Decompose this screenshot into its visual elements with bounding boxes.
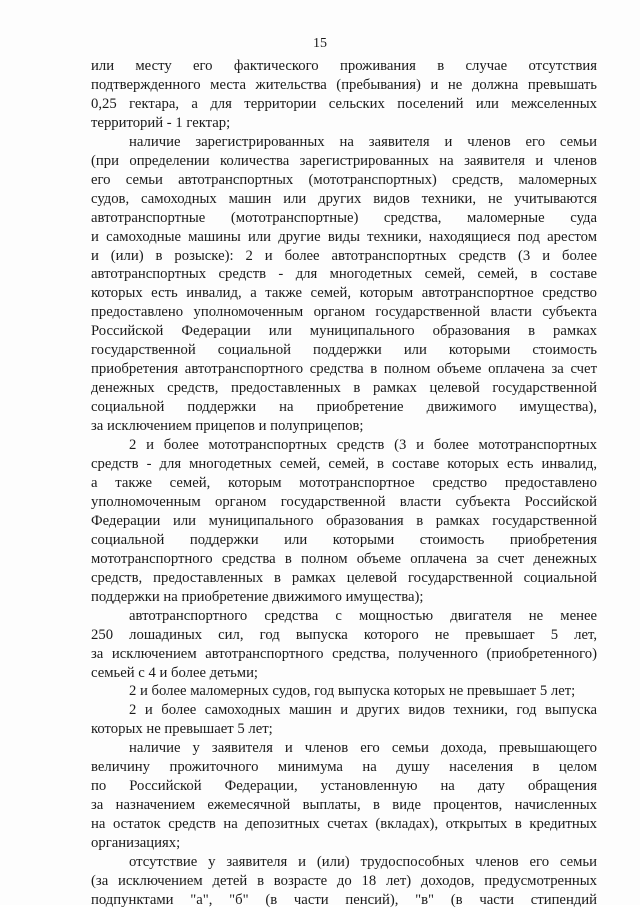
text-line: автотранспортных средств - для многодетных семей, семей, в составе [91,266,597,283]
text-line: автотранспортные (мототранспортные) средства, маломерные суда [91,209,597,226]
text-line: и самоходные машины или другие виды техники, находящиеся под арестом [91,228,597,245]
text-line: социальной поддержки на приобретение движимого имущества), [91,399,597,416]
text-line: поддержки на приобретение движимого имущества); [91,588,424,605]
text-line: 2 и более маломерных судов, год выпуска которых не превышает 5 лет; [129,683,576,700]
text-line: по Российской Федерации, установленную на дату обращения [91,778,597,795]
text-line: отсутствие у заявителя и (или) трудоспособных членов его семьи [129,854,597,871]
text-line: приобретения автотранспортного средства в полном объеме оплачена за счет [91,361,597,378]
paragraph [91,739,597,853]
paragraph [91,133,597,436]
text-line: подпунктами "а", "б" (в части пенсий), "в" (в части стипендий [91,891,597,908]
text-line: автотранспортного средства с мощностью двигателя не менее [129,607,597,624]
document-body [91,57,597,910]
text-line: предоставлено уполномоченным органом государственной власти субъекта [91,304,597,321]
text-line: (при определении количества зарегистрированных на заявителя и членов [91,152,597,169]
text-line: семьей с 4 и более детьми; [91,664,259,681]
text-line: на остаток средств на депозитных счетах (вкладах), открытых в кредитных [91,816,597,833]
text-line: территорий - 1 гектар; [91,114,231,131]
text-line: Российской Федерации или муниципального образования в рамках [91,323,597,340]
text-line: его семьи автотранспортных (мототранспортных) средств, маломерных [91,171,597,188]
paragraph [91,701,597,739]
text-line: 0,25 гектара, а для территории сельских поселений или межселенных [91,95,597,112]
text-line: государственной социальной поддержки или которыми стоимость [91,342,597,359]
text-line: наличие зарегистрированных на заявителя и членов его семьи [129,133,597,150]
paragraph [91,607,597,683]
text-line: мототранспортного средства в полном объеме оплачена за счет денежных [91,550,597,567]
text-line: величину прожиточного минимума на душу населения в целом [91,759,597,776]
text-line: социальной поддержки или которыми стоимость приобретения [91,531,597,548]
text-line: которых не превышает 5 лет; [91,721,273,738]
text-line: 2 и более мототранспортных средств (3 и более мототранспортных [129,437,597,454]
text-line: за назначением ежемесячной выплаты, в виде процентов, начисленных [91,797,597,814]
text-line: и (или) в розыске): 2 и более автотранспортных средств (3 и более [91,247,597,264]
text-line: 2 и более самоходных машин и других видов техники, год выпуска [129,702,597,719]
text-line: за исключением прицепов и полуприцепов; [91,418,364,435]
text-line: 250 лошадиных сил, год выпуска которого не превышает 5 лет, [91,626,597,643]
text-line: средств - для многодетных семей, семей, в составе которых есть инвалид, [91,456,597,473]
text-line: за исключением автотранспортного средства, полученного (приобретенного) [91,645,597,662]
text-line: организациях; [91,835,181,852]
paragraph [91,436,597,607]
page-number: 15 [313,36,327,51]
text-line: наличие у заявителя и членов его семьи дохода, превышающего [129,740,597,757]
text-line: или месту его фактического проживания в случае отсутствия [91,58,597,74]
paragraph [91,682,597,701]
text-line: средств, предоставленных в рамках целевой государственной социальной [91,569,597,586]
text-line: Федерации или муниципального образования в рамках государственной [91,512,597,529]
paragraph [91,853,597,910]
text-line: уполномоченным органом государственной власти субъекта Российской [91,493,597,510]
text-line: денежных средств, предоставленных в рамках целевой государственной [91,380,597,397]
text-line: (за исключением детей в возрасте до 18 лет) доходов, предусмотренных [91,872,597,889]
paragraph [91,57,597,133]
text-line: подтвержденного места жительства (пребывания) и не должна превышать [91,76,597,93]
text-line: а также семей, которым мототранспортное средство предоставлено [91,474,597,491]
text-line: которых есть инвалид, а также семей, которым автотранспортное средство [91,285,597,302]
text-line: судов, самоходных машин или других видов техники, не учитываются [91,190,597,207]
